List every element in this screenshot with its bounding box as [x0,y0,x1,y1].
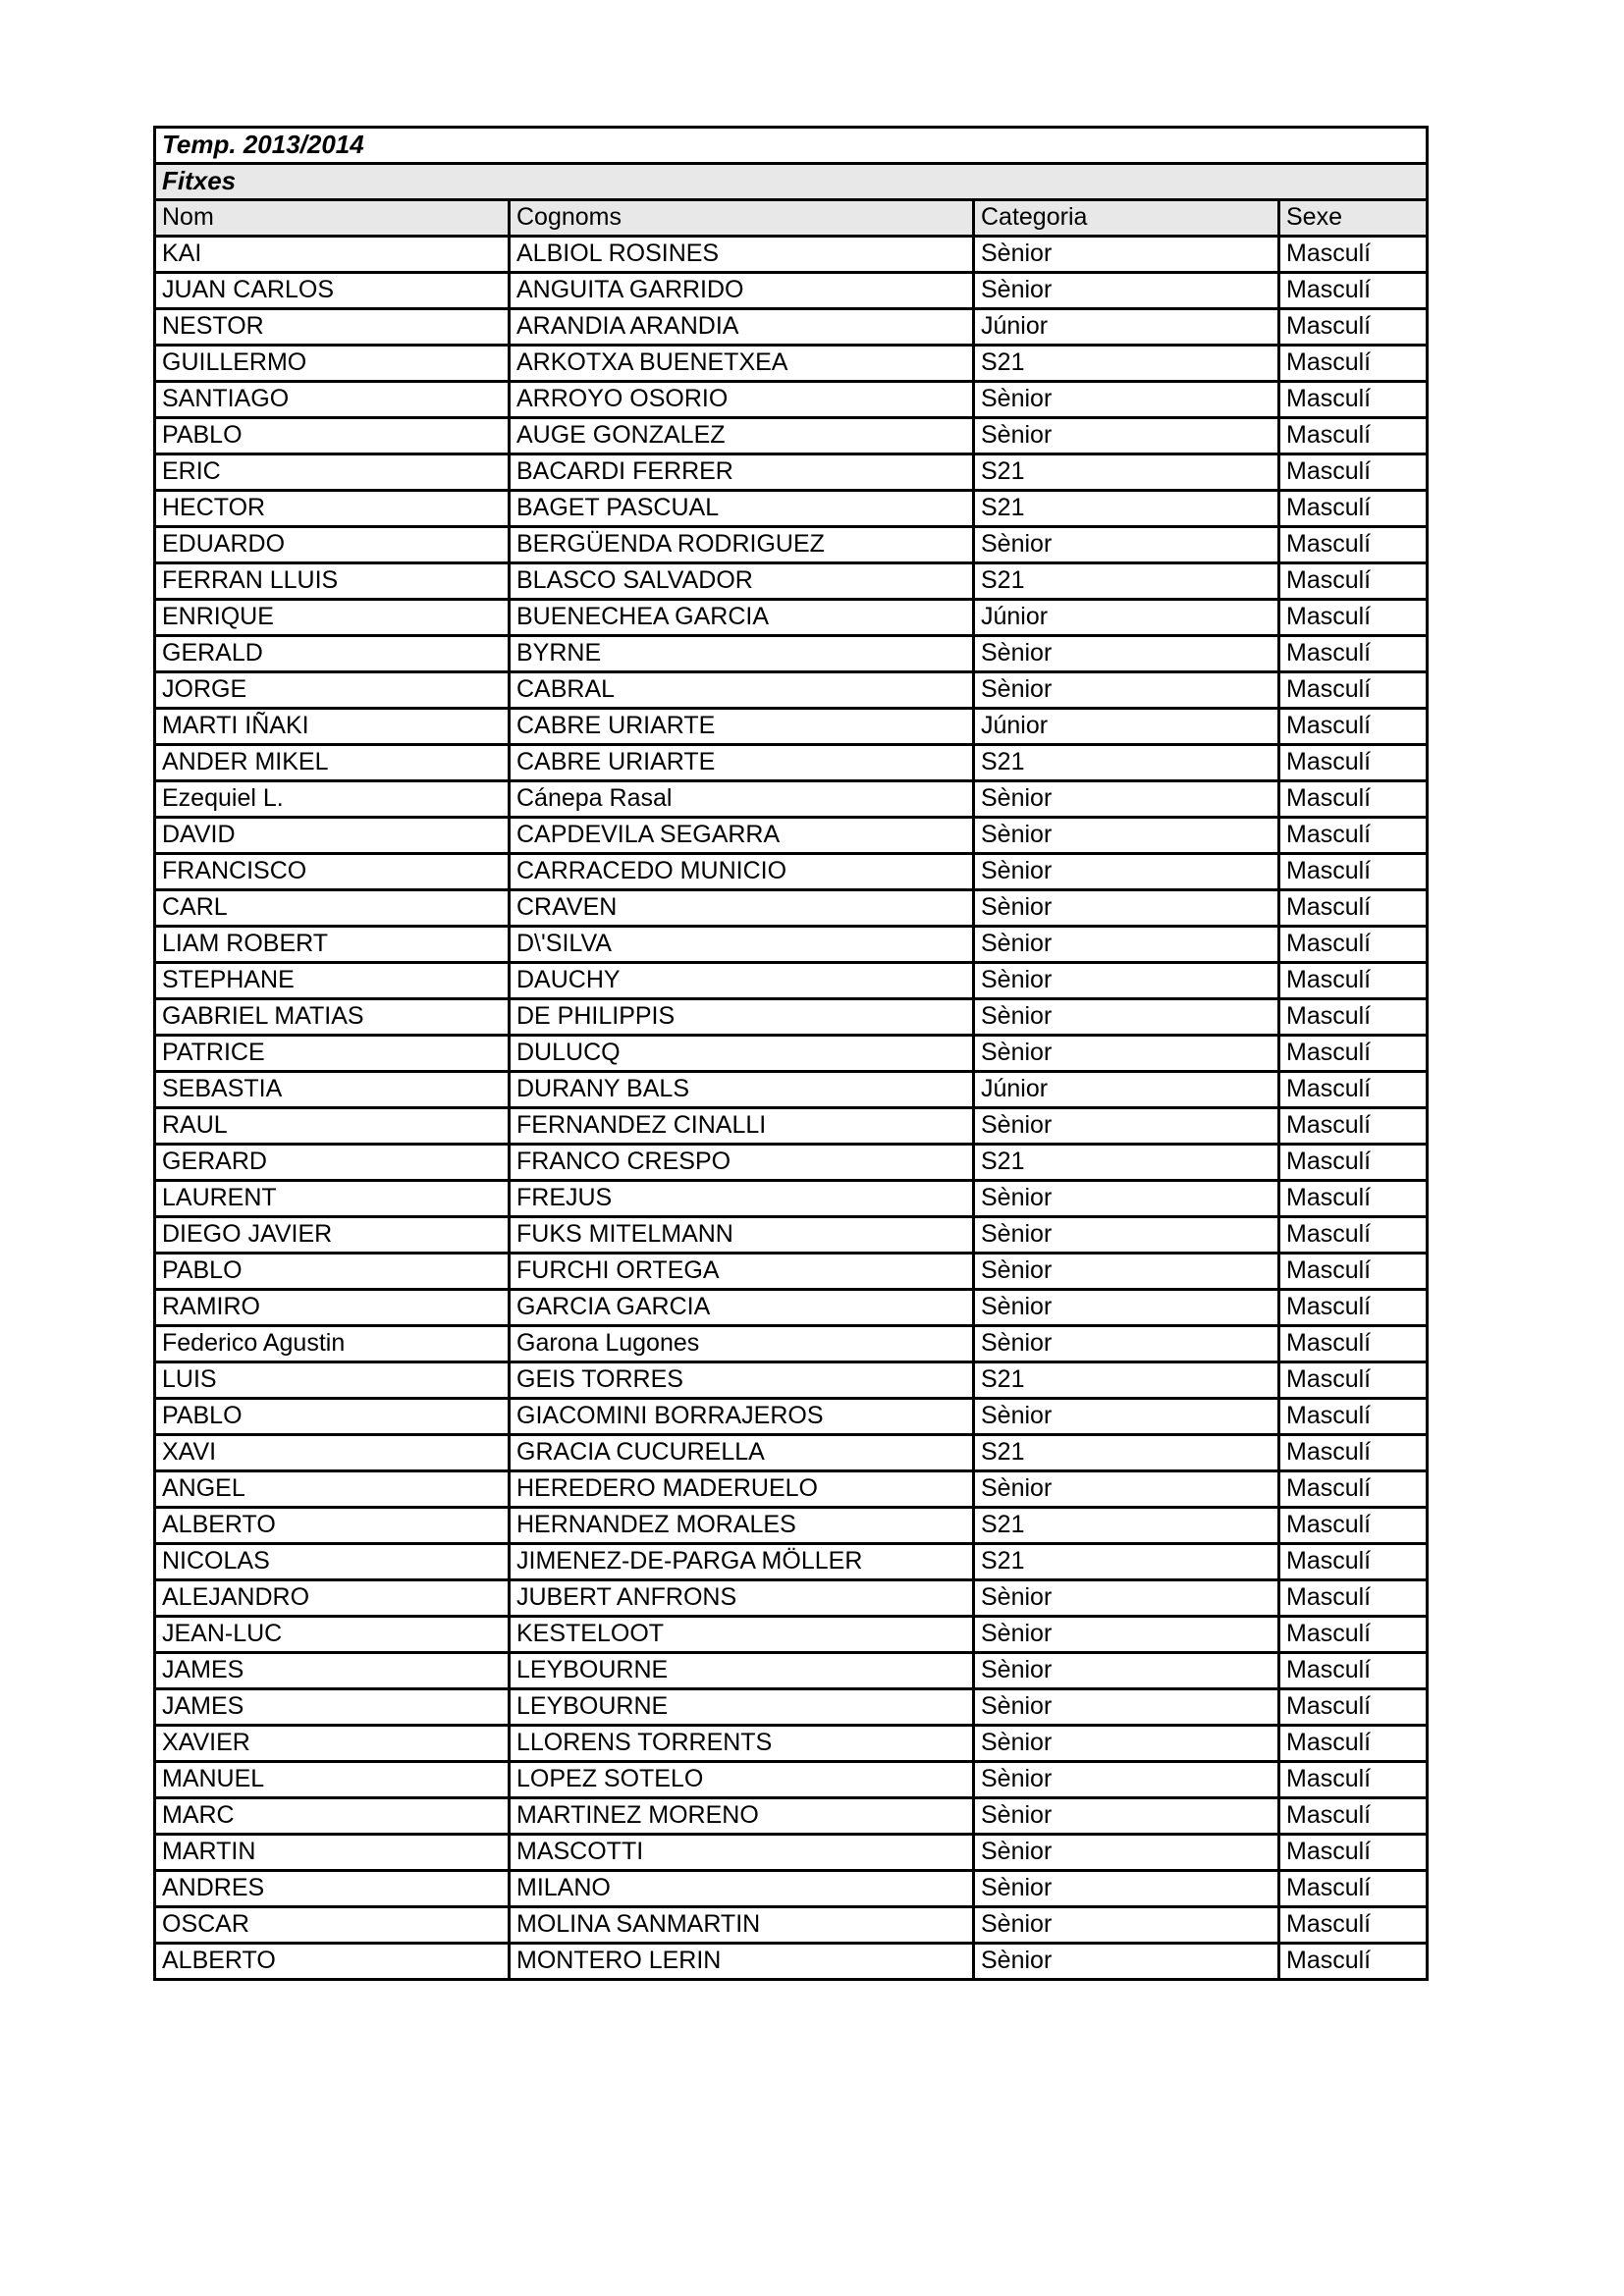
cell-sexe: Masculí [1279,854,1428,890]
table-row [155,273,1428,309]
table-row [155,1072,1428,1108]
cell-categoria: S21 [974,1544,1279,1580]
cell-cognoms: ARKOTXA BUENETXEA [510,346,974,382]
cell-categoria: S21 [974,1362,1279,1399]
cell-cognoms: BERGÜENDA RODRIGUEZ [510,527,974,563]
cell-nom: JAMES [155,1653,510,1689]
cell-sexe: Masculí [1279,1290,1428,1326]
cell-sexe: Masculí [1279,1689,1428,1726]
cell-nom: JAMES [155,1689,510,1726]
cell-nom: PABLO [155,1399,510,1435]
cell-cognoms: LEYBOURNE [510,1653,974,1689]
cell-categoria: Sènior [974,1689,1279,1726]
table-row [155,1653,1428,1689]
table-row [155,418,1428,454]
cell-sexe: Masculí [1279,1944,1428,1980]
cell-categoria: Sènior [974,1726,1279,1762]
cell-cognoms: CABRE URIARTE [510,709,974,745]
table-row [155,927,1428,963]
table-row [155,527,1428,563]
table-row [155,600,1428,636]
cell-cognoms: D\'SILVA [510,927,974,963]
cell-sexe: Masculí [1279,1907,1428,1944]
cell-cognoms: FUKS MITELMANN [510,1217,974,1254]
table-row [155,1108,1428,1145]
cell-categoria: Sènior [974,927,1279,963]
cell-categoria: Sènior [974,999,1279,1036]
cell-categoria: S21 [974,454,1279,491]
cell-cognoms: JIMENEZ-DE-PARGA MÖLLER [510,1544,974,1580]
cell-categoria: Sènior [974,382,1279,418]
table-row [155,1145,1428,1181]
table-row [155,1762,1428,1798]
cell-sexe: Masculí [1279,527,1428,563]
table-body [155,237,1428,1980]
cell-cognoms: BYRNE [510,636,974,672]
cell-categoria: Sènior [974,672,1279,709]
table-row [155,1544,1428,1580]
sheet-subtitle: Fitxes [155,164,1428,200]
cell-nom: FRANCISCO [155,854,510,890]
cell-categoria: S21 [974,1508,1279,1544]
cell-cognoms: BACARDI FERRER [510,454,974,491]
cell-sexe: Masculí [1279,1726,1428,1762]
cell-categoria: Sènior [974,273,1279,309]
cell-nom: MARC [155,1798,510,1835]
table-row [155,1798,1428,1835]
table-row [155,854,1428,890]
subtitle-row [155,164,1428,200]
cell-categoria: Sènior [974,1036,1279,1072]
cell-categoria: S21 [974,491,1279,527]
cell-sexe: Masculí [1279,1871,1428,1907]
cell-cognoms: Cánepa Rasal [510,781,974,818]
cell-sexe: Masculí [1279,346,1428,382]
cell-nom: PABLO [155,418,510,454]
cell-nom: MARTI IÑAKI [155,709,510,745]
cell-cognoms: GARCIA GARCIA [510,1290,974,1326]
cell-cognoms: DE PHILIPPIS [510,999,974,1036]
table-row [155,1362,1428,1399]
cell-cognoms: DURANY BALS [510,1072,974,1108]
cell-sexe: Masculí [1279,1435,1428,1471]
cell-sexe: Masculí [1279,1145,1428,1181]
cell-sexe: Masculí [1279,927,1428,963]
cell-cognoms: MONTERO LERIN [510,1944,974,1980]
cell-categoria: S21 [974,745,1279,781]
cell-sexe: Masculí [1279,1471,1428,1508]
cell-cognoms: MOLINA SANMARTIN [510,1907,974,1944]
cell-cognoms: FURCHI ORTEGA [510,1254,974,1290]
cell-sexe: Masculí [1279,1798,1428,1835]
cell-nom: ENRIQUE [155,600,510,636]
cell-categoria: Sènior [974,1580,1279,1617]
cell-cognoms: MARTINEZ MORENO [510,1798,974,1835]
cell-cognoms: DAUCHY [510,963,974,999]
cell-cognoms: ARROYO OSORIO [510,382,974,418]
cell-cognoms: ARANDIA ARANDIA [510,309,974,346]
col-header-cognoms: Cognoms [510,200,974,237]
cell-sexe: Masculí [1279,745,1428,781]
cell-categoria: Sènior [974,1217,1279,1254]
cell-nom: GERALD [155,636,510,672]
cell-sexe: Masculí [1279,963,1428,999]
table-row [155,1471,1428,1508]
cell-categoria: Sènior [974,1762,1279,1798]
cell-nom: CARL [155,890,510,927]
cell-sexe: Masculí [1279,1617,1428,1653]
table-row [155,1508,1428,1544]
cell-categoria: Sènior [974,1944,1279,1980]
cell-nom: ALBERTO [155,1508,510,1544]
cell-categoria: S21 [974,1145,1279,1181]
cell-nom: ANDRES [155,1871,510,1907]
cell-sexe: Masculí [1279,1036,1428,1072]
cell-categoria: Sènior [974,1254,1279,1290]
cell-nom: JUAN CARLOS [155,273,510,309]
cell-nom: STEPHANE [155,963,510,999]
cell-sexe: Masculí [1279,1217,1428,1254]
cell-sexe: Masculí [1279,1544,1428,1580]
cell-sexe: Masculí [1279,1399,1428,1435]
cell-nom: OSCAR [155,1907,510,1944]
cell-categoria: Sènior [974,1181,1279,1217]
table-row [155,963,1428,999]
cell-sexe: Masculí [1279,1108,1428,1145]
col-header-sexe: Sexe [1279,200,1428,237]
cell-categoria: S21 [974,563,1279,600]
table-row [155,346,1428,382]
table-row [155,1835,1428,1871]
table-row [155,1726,1428,1762]
cell-sexe: Masculí [1279,273,1428,309]
cell-sexe: Masculí [1279,309,1428,346]
cell-cognoms: LEYBOURNE [510,1689,974,1726]
cell-nom: RAUL [155,1108,510,1145]
cell-nom: ANGEL [155,1471,510,1508]
table-row [155,1944,1428,1980]
cell-categoria: Sènior [974,636,1279,672]
table-row [155,1399,1428,1435]
cell-categoria: Sènior [974,1653,1279,1689]
table-row [155,745,1428,781]
cell-sexe: Masculí [1279,709,1428,745]
cell-cognoms: CABRAL [510,672,974,709]
cell-sexe: Masculí [1279,1362,1428,1399]
cell-categoria: Júnior [974,309,1279,346]
table-row [155,1036,1428,1072]
cell-categoria: Sènior [974,1399,1279,1435]
table-row [155,709,1428,745]
table-row [155,563,1428,600]
table-row [155,1435,1428,1471]
table-row [155,672,1428,709]
table-row [155,1326,1428,1362]
cell-categoria: Sènior [974,818,1279,854]
table-row [155,237,1428,273]
cell-nom: PABLO [155,1254,510,1290]
cell-sexe: Masculí [1279,1653,1428,1689]
cell-sexe: Masculí [1279,491,1428,527]
col-header-nom: Nom [155,200,510,237]
cell-categoria: Sènior [974,1290,1279,1326]
cell-cognoms: MASCOTTI [510,1835,974,1871]
cell-categoria: S21 [974,1435,1279,1471]
cell-sexe: Masculí [1279,636,1428,672]
cell-nom: NICOLAS [155,1544,510,1580]
cell-sexe: Masculí [1279,1508,1428,1544]
cell-categoria: Sènior [974,418,1279,454]
cell-sexe: Masculí [1279,237,1428,273]
cell-sexe: Masculí [1279,1580,1428,1617]
cell-sexe: Masculí [1279,563,1428,600]
cell-nom: XAVI [155,1435,510,1471]
table-row [155,454,1428,491]
table-row [155,781,1428,818]
cell-nom: SEBASTIA [155,1072,510,1108]
cell-categoria: Sènior [974,890,1279,927]
table-row [155,999,1428,1036]
cell-nom: LUIS [155,1362,510,1399]
cell-nom: GABRIEL MATIAS [155,999,510,1036]
cell-sexe: Masculí [1279,418,1428,454]
cell-sexe: Masculí [1279,382,1428,418]
cell-nom: GERARD [155,1145,510,1181]
cell-categoria: Sènior [974,781,1279,818]
cell-cognoms: GIACOMINI BORRAJEROS [510,1399,974,1435]
cell-categoria: Sènior [974,1907,1279,1944]
cell-cognoms: BUENECHEA GARCIA [510,600,974,636]
cell-nom: MARTIN [155,1835,510,1871]
season-title: Temp. 2013/2014 [155,128,1428,164]
cell-nom: NESTOR [155,309,510,346]
cell-sexe: Masculí [1279,1181,1428,1217]
cell-sexe: Masculí [1279,1072,1428,1108]
cell-nom: MANUEL [155,1762,510,1798]
cell-nom: JORGE [155,672,510,709]
table-row [155,382,1428,418]
cell-categoria: Sènior [974,1871,1279,1907]
cell-nom: HECTOR [155,491,510,527]
cell-sexe: Masculí [1279,1254,1428,1290]
cell-cognoms: LLORENS TORRENTS [510,1726,974,1762]
title-row [155,128,1428,164]
cell-sexe: Masculí [1279,672,1428,709]
cell-categoria: Sènior [974,1326,1279,1362]
cell-nom: ANDER MIKEL [155,745,510,781]
cell-categoria: Sènior [974,1471,1279,1508]
cell-nom: ALBERTO [155,1944,510,1980]
cell-cognoms: CARRACEDO MUNICIO [510,854,974,890]
cell-cognoms: BAGET PASCUAL [510,491,974,527]
cell-nom: ERIC [155,454,510,491]
cell-cognoms: MILANO [510,1871,974,1907]
cell-sexe: Masculí [1279,818,1428,854]
cell-sexe: Masculí [1279,454,1428,491]
cell-categoria: Júnior [974,1072,1279,1108]
cell-cognoms: Garona Lugones [510,1326,974,1362]
cell-categoria: Sènior [974,854,1279,890]
table-row [155,491,1428,527]
cell-categoria: Sènior [974,963,1279,999]
cell-nom: JEAN-LUC [155,1617,510,1653]
table-row [155,1290,1428,1326]
table-row [155,1217,1428,1254]
cell-cognoms: FERNANDEZ CINALLI [510,1108,974,1145]
table-row [155,1689,1428,1726]
cell-cognoms: DULUCQ [510,1036,974,1072]
cell-cognoms: GEIS TORRES [510,1362,974,1399]
cell-cognoms: CAPDEVILA SEGARRA [510,818,974,854]
cell-categoria: S21 [974,346,1279,382]
cell-categoria: Júnior [974,709,1279,745]
cell-sexe: Masculí [1279,781,1428,818]
cell-cognoms: BLASCO SALVADOR [510,563,974,600]
table-row [155,309,1428,346]
cell-nom: DIEGO JAVIER [155,1217,510,1254]
cell-cognoms: KESTELOOT [510,1617,974,1653]
table-row [155,1871,1428,1907]
cell-nom: GUILLERMO [155,346,510,382]
cell-categoria: Sènior [974,527,1279,563]
table-row [155,1181,1428,1217]
cell-categoria: Sènior [974,1617,1279,1653]
cell-nom: DAVID [155,818,510,854]
cell-nom: ALEJANDRO [155,1580,510,1617]
table-row [155,1254,1428,1290]
cell-nom: EDUARDO [155,527,510,563]
cell-nom: LAURENT [155,1181,510,1217]
cell-sexe: Masculí [1279,1326,1428,1362]
col-header-categoria: Categoria [974,200,1279,237]
cell-cognoms: HERNANDEZ MORALES [510,1508,974,1544]
cell-cognoms: CRAVEN [510,890,974,927]
cell-nom: SANTIAGO [155,382,510,418]
cell-categoria: Sènior [974,1798,1279,1835]
cell-nom: KAI [155,237,510,273]
cell-nom: Ezequiel L. [155,781,510,818]
roster-table [153,126,1429,1981]
cell-nom: FERRAN LLUIS [155,563,510,600]
cell-categoria: Júnior [974,600,1279,636]
cell-nom: Federico Agustin [155,1326,510,1362]
cell-sexe: Masculí [1279,1762,1428,1798]
cell-sexe: Masculí [1279,999,1428,1036]
cell-cognoms: CABRE URIARTE [510,745,974,781]
cell-cognoms: LOPEZ SOTELO [510,1762,974,1798]
cell-categoria: Sènior [974,237,1279,273]
table-row [155,1580,1428,1617]
cell-cognoms: FRANCO CRESPO [510,1145,974,1181]
cell-categoria: Sènior [974,1108,1279,1145]
table-row [155,1907,1428,1944]
table-row [155,818,1428,854]
cell-cognoms: GRACIA CUCURELLA [510,1435,974,1471]
cell-sexe: Masculí [1279,600,1428,636]
table-row [155,890,1428,927]
cell-cognoms: FREJUS [510,1181,974,1217]
cell-nom: PATRICE [155,1036,510,1072]
cell-sexe: Masculí [1279,890,1428,927]
cell-cognoms: AUGE GONZALEZ [510,418,974,454]
cell-nom: XAVIER [155,1726,510,1762]
cell-nom: LIAM ROBERT [155,927,510,963]
cell-nom: RAMIRO [155,1290,510,1326]
cell-cognoms: HEREDERO MADERUELO [510,1471,974,1508]
cell-sexe: Masculí [1279,1835,1428,1871]
table-row [155,636,1428,672]
cell-cognoms: ALBIOL ROSINES [510,237,974,273]
header-row [155,200,1428,237]
table-row [155,1617,1428,1653]
cell-cognoms: JUBERT ANFRONS [510,1580,974,1617]
cell-cognoms: ANGUITA GARRIDO [510,273,974,309]
cell-categoria: Sènior [974,1835,1279,1871]
